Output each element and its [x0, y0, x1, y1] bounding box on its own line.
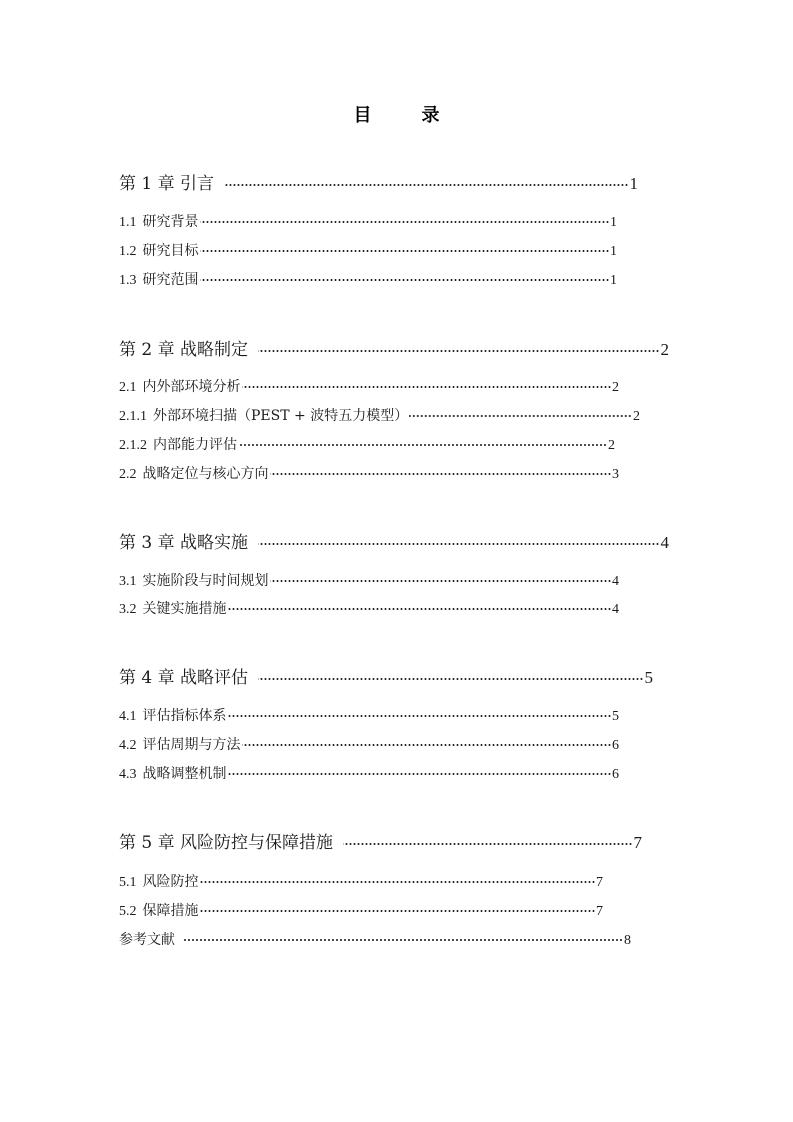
dot-leader	[200, 872, 596, 886]
toc-section-label: 战略调整机制	[142, 766, 227, 782]
toc-section-label: 内外部环境分析	[142, 379, 241, 395]
toc-section-label: 研究目标	[142, 243, 199, 259]
dot-leader	[409, 406, 632, 420]
dot-leader	[343, 831, 632, 848]
toc-chapter-5[interactable]	[119, 831, 642, 853]
toc-section-label: 评估周期与方法	[142, 737, 241, 753]
toc-section-label: 关键实施措施	[142, 601, 227, 617]
toc-section-number: 2.1.1	[119, 409, 147, 424]
toc-section-label: 评估指标体系	[142, 708, 227, 724]
toc-chapter-label: 第 5 章 风险防控与保障措施	[119, 833, 334, 853]
toc-section-number: 3.2	[119, 602, 137, 617]
toc-section-number: 1.1	[119, 215, 137, 230]
toc-section-number: 2.1	[119, 380, 137, 395]
dot-leader	[238, 435, 607, 449]
toc-page-number: 5	[644, 668, 653, 687]
toc-page-number: 4	[612, 574, 619, 589]
toc-section-1-3[interactable]	[119, 270, 617, 288]
toc-section-label: 外部环境扫描（PEST + 波特五力模型）	[153, 408, 409, 424]
toc-section-label: 战略定位与核心方向	[142, 466, 269, 482]
toc-section-label: 参考文献	[119, 932, 175, 948]
toc-chapter-label: 第 1 章 引言	[119, 174, 215, 194]
toc-section-number: 2.2	[119, 467, 137, 482]
toc-section-number: 4.3	[119, 767, 137, 782]
toc-references[interactable]	[119, 930, 631, 948]
toc-page-number: 4	[660, 533, 669, 552]
toc-section-number: 4.1	[119, 709, 137, 724]
toc-page-number: 3	[612, 467, 619, 482]
toc-section-label: 风险防控	[142, 874, 199, 890]
toc-chapter-label: 第 2 章 战略制定	[119, 340, 249, 360]
dot-leader	[200, 241, 610, 255]
dot-leader	[200, 212, 610, 226]
toc-section-5-2[interactable]	[119, 901, 603, 919]
toc-chapter-2[interactable]	[119, 338, 669, 360]
toc-section-number: 2.1.2	[119, 438, 147, 453]
toc-page-number: 5	[612, 709, 619, 724]
toc-page-number: 2	[633, 409, 640, 424]
toc-page-number: 8	[624, 933, 631, 948]
toc-section-1-2[interactable]	[119, 241, 617, 259]
toc-page-number: 2	[608, 438, 615, 453]
toc-section-3-2[interactable]	[119, 599, 619, 617]
dot-leader	[270, 464, 612, 478]
dot-leader	[200, 270, 610, 284]
toc-section-2-1-1[interactable]	[119, 406, 640, 424]
toc-section-label: 研究范围	[142, 272, 199, 288]
toc-page-number: 6	[612, 738, 619, 753]
toc-page-number: 1	[610, 244, 617, 259]
toc-section-4-2[interactable]	[119, 735, 619, 753]
toc-page-number: 7	[633, 833, 642, 852]
toc-section-1-1[interactable]	[119, 212, 617, 230]
toc-section-number: 4.2	[119, 738, 137, 753]
toc-section-5-1[interactable]	[119, 872, 603, 890]
dot-leader	[242, 377, 612, 391]
dot-leader	[258, 666, 643, 683]
dot-leader	[228, 764, 612, 778]
toc-page-number: 7	[596, 904, 603, 919]
toc-page-number: 1	[629, 174, 638, 193]
dot-leader	[228, 706, 612, 720]
toc-section-4-1[interactable]	[119, 706, 619, 724]
toc-page-number: 6	[612, 767, 619, 782]
dot-leader	[183, 930, 623, 944]
dot-leader	[258, 531, 659, 548]
toc-section-number: 1.3	[119, 273, 137, 288]
dot-leader	[258, 338, 659, 355]
toc-section-label: 保障措施	[142, 903, 199, 919]
toc-chapter-3[interactable]	[119, 531, 669, 553]
dot-leader	[224, 172, 628, 189]
toc-section-3-1[interactable]	[119, 571, 619, 589]
toc-section-2-1[interactable]	[119, 377, 619, 395]
toc-section-number: 1.2	[119, 244, 137, 259]
toc-chapter-label: 第 3 章 战略实施	[119, 533, 249, 553]
toc-chapter-4[interactable]	[119, 666, 653, 688]
toc-section-number: 3.1	[119, 574, 137, 589]
toc-section-number: 5.1	[119, 875, 137, 890]
toc-chapter-label: 第 4 章 战略评估	[119, 668, 249, 688]
toc-page-number: 1	[610, 215, 617, 230]
toc-section-number: 5.2	[119, 904, 137, 919]
dot-leader	[200, 901, 596, 915]
toc-section-label: 内部能力评估	[153, 437, 237, 453]
toc-section-label: 实施阶段与时间规划	[142, 573, 269, 589]
toc-page-number: 2	[660, 340, 669, 359]
toc-page-number: 2	[612, 380, 619, 395]
toc-section-2-1-2[interactable]	[119, 435, 615, 453]
page-title: 目 录	[353, 105, 456, 126]
toc-section-4-3[interactable]	[119, 764, 619, 782]
toc-chapter-1[interactable]	[119, 172, 638, 194]
toc-page-number: 1	[610, 273, 617, 288]
toc-section-label: 研究背景	[142, 214, 199, 230]
toc-section-2-2[interactable]	[119, 464, 619, 482]
dot-leader	[242, 735, 612, 749]
toc-page-number: 4	[612, 602, 619, 617]
dot-leader	[270, 571, 612, 585]
toc-page-number: 7	[596, 875, 603, 890]
dot-leader	[228, 599, 612, 613]
